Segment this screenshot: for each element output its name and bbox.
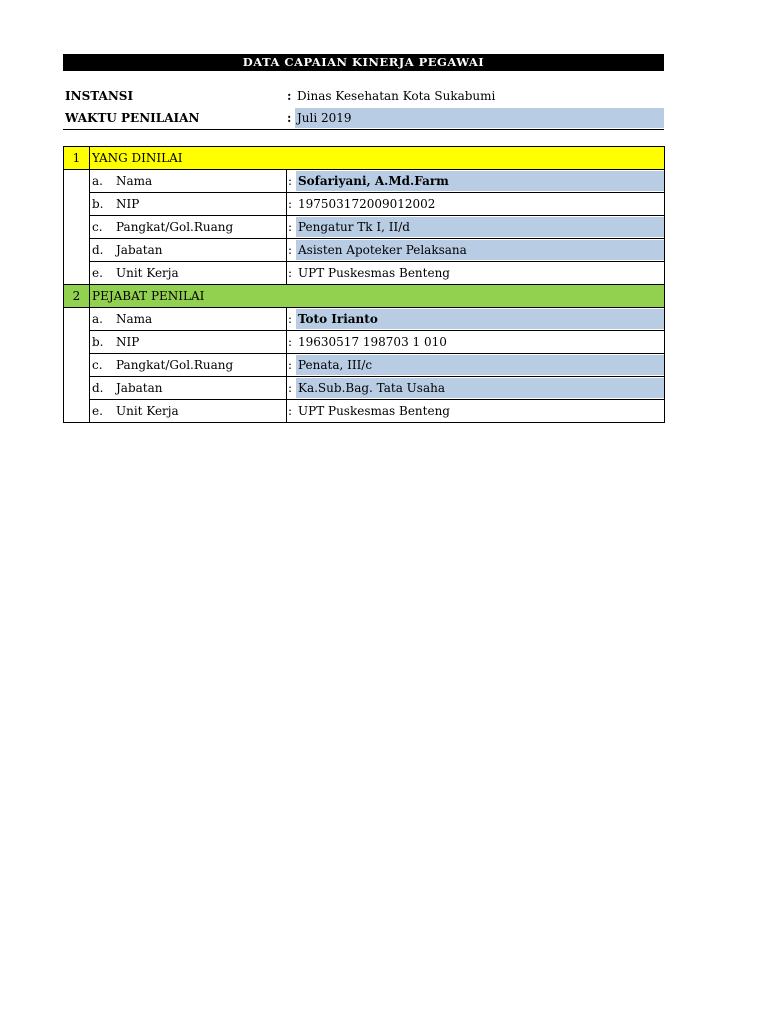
item-value-cell: : Sofariyani, A.Md.Farm [287, 170, 665, 193]
table-row [64, 170, 665, 193]
item-label-cell: c. Pangkat/Gol.Ruang [90, 216, 287, 239]
waktu-penilaian-label: WAKTU PENILAIAN [65, 111, 200, 125]
section-title: YANG DINILAI [90, 147, 665, 170]
item-label-cell: b. NIP [90, 193, 287, 216]
pangkat-value: Penata, III/c [296, 355, 664, 375]
table-row [64, 193, 665, 216]
colon: : [287, 89, 292, 103]
item-label-cell: e. Unit Kerja [90, 400, 287, 423]
table-row [64, 331, 665, 354]
table-row [64, 262, 665, 285]
item-label-cell: a. Nama [90, 308, 287, 331]
section-yang-dinilai-header [64, 147, 665, 170]
item-value-cell: : UPT Puskesmas Benteng [287, 400, 665, 423]
item-value-cell: : UPT Puskesmas Benteng [287, 262, 665, 285]
jabatan-value: Ka.Sub.Bag. Tata Usaha [296, 378, 664, 398]
item-label-cell: a. Nama [90, 170, 287, 193]
item-label-cell: d. Jabatan [90, 239, 287, 262]
item-value-cell: : Toto Irianto [287, 308, 665, 331]
item-value-cell: : 19630517 198703 1 010 [287, 331, 665, 354]
table-row [64, 216, 665, 239]
item-value-cell: : Ka.Sub.Bag. Tata Usaha [287, 377, 665, 400]
section-pejabat-penilai-header [64, 285, 665, 308]
nama-value: Sofariyani, A.Md.Farm [296, 171, 664, 191]
item-label-cell: d. Jabatan [90, 377, 287, 400]
item-label-cell: b. NIP [90, 331, 287, 354]
table-row [64, 400, 665, 423]
instansi-value: Dinas Kesehatan Kota Sukabumi [297, 89, 496, 103]
section-number: 2 [64, 285, 90, 308]
table-row [64, 377, 665, 400]
nip-value: 197503172009012002 [298, 197, 436, 211]
performance-data-sheet [63, 54, 664, 423]
section-number: 1 [64, 147, 90, 170]
table-row [64, 239, 665, 262]
item-value-cell: : Pengatur Tk I, II/d [287, 216, 665, 239]
waktu-penilaian-value: Juli 2019 [295, 108, 664, 128]
item-label-cell: e. Unit Kerja [90, 262, 287, 285]
pangkat-value: Pengatur Tk I, II/d [296, 217, 664, 237]
employee-data-table [63, 146, 665, 423]
sheet-title: DATA CAPAIAN KINERJA PEGAWAI [63, 54, 664, 71]
section-indent-cell [64, 308, 90, 423]
item-value-cell: : 197503172009012002 [287, 193, 665, 216]
jabatan-value: Asisten Apoteker Pelaksana [296, 240, 664, 260]
instansi-label: INSTANSI [65, 89, 134, 103]
nama-value: Toto Irianto [296, 309, 664, 329]
unit-kerja-value: UPT Puskesmas Benteng [298, 404, 450, 418]
unit-kerja-value: UPT Puskesmas Benteng [298, 266, 450, 280]
nip-value: 19630517 198703 1 010 [298, 335, 447, 349]
table-row [64, 354, 665, 377]
item-value-cell: : Asisten Apoteker Pelaksana [287, 239, 665, 262]
colon: : [287, 111, 292, 125]
waktu-penilaian-row [63, 107, 664, 130]
section-indent-cell [64, 170, 90, 285]
item-label-cell: c. Pangkat/Gol.Ruang [90, 354, 287, 377]
section-title: PEJABAT PENILAI [90, 285, 665, 308]
table-row [64, 308, 665, 331]
instansi-row [63, 85, 664, 107]
item-value-cell: : Penata, III/c [287, 354, 665, 377]
